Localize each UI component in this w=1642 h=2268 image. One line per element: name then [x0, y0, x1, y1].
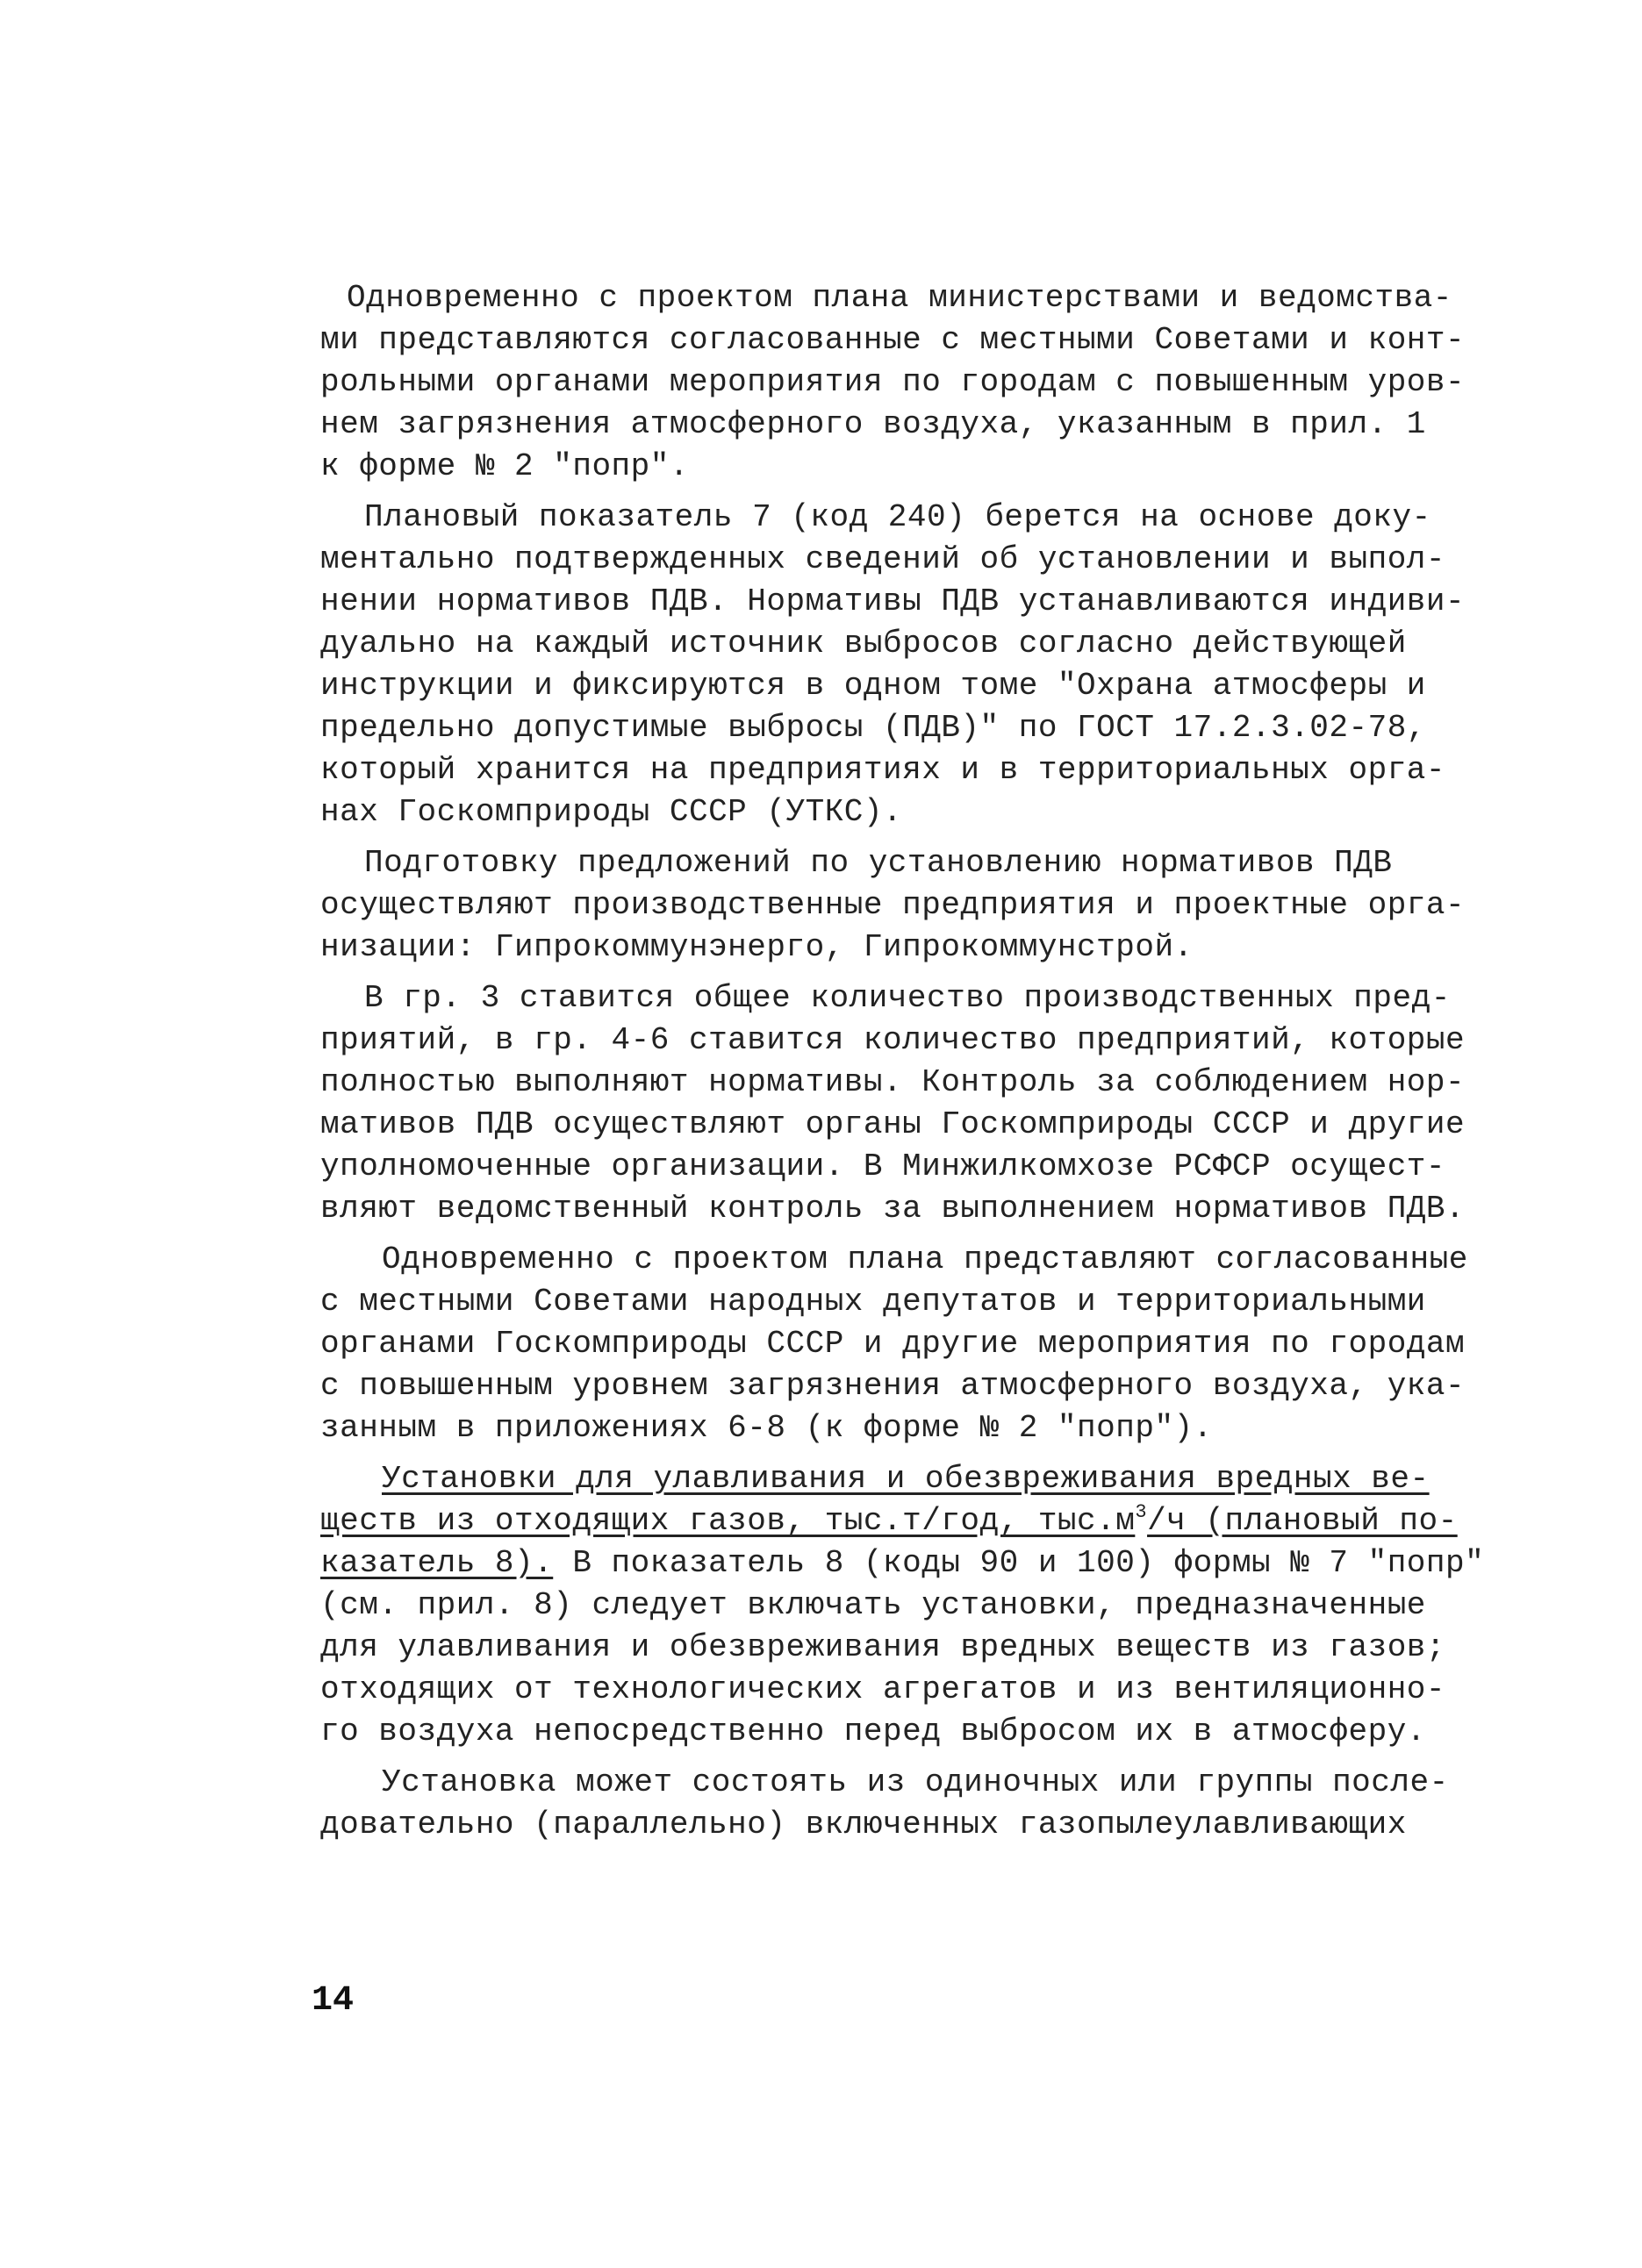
- text-line: инструкции и фиксируются в одном томе "Охрана атмосферы и: [320, 668, 1426, 704]
- text-line: отходящих от технологических агрегатов и из вентиляционно-: [320, 1671, 1446, 1707]
- text-line: с повышенным уровнем загрязнения атмосферного воздуха, ука-: [320, 1368, 1466, 1404]
- text-line: с местными Советами народных депутатов и территориальными: [320, 1284, 1426, 1320]
- text-line: вляют ведомственный контроль за выполнением нормативов ПДВ.: [320, 1191, 1466, 1227]
- text-line: ментально подтвержденных сведений об установлении и выпол-: [320, 541, 1446, 577]
- text-line: В гр. 3 ставится общее количество производственных пред-: [364, 980, 1451, 1016]
- page-number: 14: [312, 1981, 355, 2021]
- text-line: мативов ПДВ осуществляют органы Госкомприроды СССР и другие: [320, 1106, 1466, 1142]
- text-line: осуществляют производственные предприятия и проектные орга-: [320, 887, 1466, 923]
- text-line: Подготовку предложений по установлению нормативов ПДВ: [364, 845, 1393, 881]
- text-line: ми представляются согласованные с местными Советами и конт-: [320, 322, 1466, 358]
- text-line: уполномоченные организации. В Минжилкомхозе РСФСР осущест-: [320, 1148, 1446, 1184]
- superscript-3: 3: [1135, 1501, 1148, 1523]
- text-line: (см. прил. 8) следует включать установки, предназначенные: [320, 1587, 1426, 1623]
- text-line: который хранится на предприятиях и в территориальных орга-: [320, 752, 1446, 788]
- text-line: приятий, в гр. 4-6 ставится количество предприятий, которые: [320, 1022, 1466, 1058]
- underlined-heading-line: Установки для улавливания и обезвреживания вредных ве-: [382, 1461, 1430, 1497]
- text-line: нем загрязнения атмосферного воздуха, указанным в прил. 1: [320, 406, 1426, 442]
- text-line: предельно допустимые выбросы (ПДВ)" по ГОСТ 17.2.3.02-78,: [320, 710, 1426, 746]
- text-line: органами Госкомприроды СССР и другие мероприятия по городам: [320, 1326, 1466, 1362]
- text-line: низации: Гипрокоммунэнерго, Гипрокоммунстрой.: [320, 929, 1194, 965]
- text-line: полностью выполняют нормативы. Контроль за соблюдением нор-: [320, 1064, 1466, 1100]
- text-line: Установка может состоять из одиночных или группы после-: [382, 1764, 1449, 1800]
- text-line: к форме № 2 "попр".: [320, 448, 689, 484]
- text-line: занным в приложениях 6-8 (к форме № 2 "попр").: [320, 1410, 1213, 1446]
- text-line: казатель 8). В показатель 8 (коды 90 и 100) формы № 7 "попр": [320, 1545, 1485, 1581]
- text-line: Одновременно с проектом плана представляют согласованные: [382, 1241, 1468, 1277]
- text-line: для улавливания и обезвреживания вредных веществ из газов;: [320, 1629, 1446, 1665]
- text-line: довательно (параллельно) включенных газопылеулавливающих: [320, 1807, 1407, 1842]
- text-line: нении нормативов ПДВ. Нормативы ПДВ устанавливаются индиви-: [320, 583, 1466, 619]
- text-line: рольными органами мероприятия по городам с повышенным уров-: [320, 364, 1466, 400]
- text-line: нах Госкомприроды СССР (УТКС).: [320, 794, 903, 830]
- text-line: Одновременно с проектом плана министерствами и ведомства-: [347, 280, 1452, 316]
- underlined-heading-line: ществ из отходящих газов, тыс.т/год, $тыс.м^3/ч$ (плановый по-: [320, 1501, 1458, 1539]
- text-line: дуально на каждый источник выбросов согласно действующей: [320, 626, 1407, 662]
- text-line: го воздуха непосредственно перед выбросом их в атмосферу.: [320, 1714, 1426, 1749]
- text-line: Плановый показатель 7 (код 240) берется на основе доку-: [364, 499, 1431, 535]
